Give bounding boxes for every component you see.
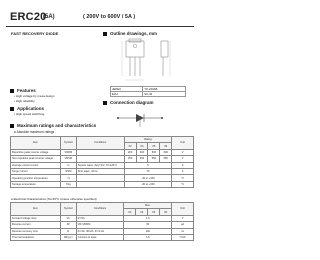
table-cell: TO-220AB [143, 87, 186, 92]
table-cell: Operating junction temperature [11, 175, 61, 181]
column-header: Max. [124, 203, 172, 209]
table-cell: Forward voltage drop [11, 215, 61, 221]
table-cell: 450 [136, 156, 148, 162]
table-cell: IF=1A, IR=2A, Irr=0.2A [76, 228, 124, 234]
table-cell: 1.5 [124, 215, 172, 221]
table-cell: 200 [124, 149, 136, 155]
column-header: Unit [172, 137, 194, 150]
column-header: Item [11, 137, 61, 150]
table-row [11, 181, 194, 187]
table-cell: °C/W [172, 234, 194, 240]
table-cell: Sine wave, 10ms [76, 168, 124, 174]
table-cell: 50 [124, 222, 172, 228]
column-header: Conditions [76, 137, 124, 150]
column-header: Rating [124, 137, 172, 143]
features-list [14, 94, 54, 104]
table-cell: °C [172, 175, 194, 181]
section-marker-icon [10, 107, 14, 111]
package-table [110, 86, 186, 97]
table-cell: °C [172, 181, 194, 187]
table-cell: Non-repetitive peak reverse voltage [11, 156, 61, 162]
column-header: 06 [160, 209, 172, 215]
table-cell: VRSM [60, 156, 76, 162]
table-cell: Storage temperature [11, 181, 61, 187]
electrical-subtitle: ● Electrical characteristics (Ta=25°C Unless otherwise specified) [11, 197, 97, 201]
table-cell: 500 [148, 149, 160, 155]
table-cell: 4.5 [124, 234, 172, 240]
column-header: 02 [124, 209, 136, 215]
applications-title: Applications [17, 106, 45, 111]
table-cell: Surge current [11, 168, 61, 174]
header-divider [6, 26, 194, 27]
table-cell: Reverse recovery time [11, 228, 61, 234]
table-cell: Thermal resistance [11, 234, 61, 240]
table-cell: A [172, 168, 194, 174]
table-cell: EIAJ [111, 92, 143, 97]
table-cell: V [172, 215, 194, 221]
table-cell: Tstg [60, 181, 76, 187]
table-cell: VF [60, 215, 76, 221]
table-cell [76, 181, 124, 187]
outline-title: Outline drawings, mm [110, 31, 158, 36]
table-cell: Rth(j-c) [60, 234, 76, 240]
part-range: ( 200V to 600V / 5A ) [83, 14, 136, 20]
series-title: FAST RECOVERY DIODE [11, 31, 59, 36]
table-cell: 550 [148, 156, 160, 162]
outline-heading [103, 31, 157, 36]
connection-diagram [110, 107, 180, 129]
applications-list [14, 112, 44, 117]
table-cell: Repetitive peak reverse voltage [11, 149, 61, 155]
part-current: (5A) [43, 14, 55, 20]
table-cell: 650 [160, 156, 172, 162]
column-header: Symbol [60, 203, 76, 216]
ratings-table [10, 136, 194, 188]
table-cell: VR=VRRM [76, 222, 124, 228]
table-row [11, 234, 194, 240]
table-cell: 70 [124, 168, 172, 174]
features-title: Features [17, 88, 36, 93]
column-header: 05 [148, 143, 160, 149]
table-cell: -40 to +150 [124, 181, 172, 187]
ratings-title: Maximum ratings and characteristics [17, 123, 97, 128]
table-cell: μA [172, 222, 194, 228]
table-cell: A [172, 162, 194, 168]
table-cell: IF=5A [76, 215, 124, 221]
list-item: • High reliability [14, 99, 35, 103]
table-cell: Reverse current [11, 222, 61, 228]
table-cell: IR [60, 222, 76, 228]
table-cell: trr [60, 228, 76, 234]
features-heading [10, 88, 36, 93]
part-number: ERC20 [10, 11, 47, 23]
connection-title: Connection diagram [110, 100, 154, 105]
column-header: 02 [124, 143, 136, 149]
table-cell: Square wave, duty=1/2, Tc=120°C [76, 162, 124, 168]
table-cell: ns [172, 228, 194, 234]
table-cell: 600 [160, 149, 172, 155]
section-marker-icon [10, 89, 14, 93]
electrical-table [10, 202, 194, 241]
table-cell: 250 [124, 156, 136, 162]
table-cell: VRRM [60, 149, 76, 155]
column-header: Item [11, 203, 61, 216]
table-cell: Tj [60, 175, 76, 181]
table-cell: 400 [136, 149, 148, 155]
applications-heading [10, 106, 44, 111]
table-cell: IFSM [60, 168, 76, 174]
connection-heading [103, 100, 154, 105]
list-item: • High speed switching [14, 112, 45, 116]
section-marker-icon [10, 124, 14, 128]
table-cell: V [172, 149, 194, 155]
ratings-heading [10, 123, 96, 128]
table-cell: SC-46 [143, 92, 186, 97]
column-header: 04 [136, 143, 148, 149]
table-cell: Junction to case [76, 234, 124, 240]
column-header: 05 [148, 209, 160, 215]
table-cell: V [172, 156, 194, 162]
outline-drawing [106, 38, 188, 84]
ratings-subtitle: ● Absolute maximum ratings [14, 130, 55, 134]
list-item: • High voltage by mesa design [14, 94, 55, 98]
column-header: Symbol [60, 137, 76, 150]
column-header: Conditions [76, 203, 124, 216]
table-row [111, 92, 186, 97]
column-header: Unit [172, 203, 194, 216]
section-marker-icon [103, 32, 107, 36]
section-marker-icon [103, 101, 107, 105]
table-cell: JEDEC [111, 87, 143, 92]
table-cell: Io [60, 162, 76, 168]
table-cell: Average output current [11, 162, 61, 168]
column-header: 04 [136, 209, 148, 215]
table-cell: -40 to +150 [124, 175, 172, 181]
table-cell: 100 [124, 228, 172, 234]
column-header: 06 [160, 143, 172, 149]
table-cell: 5 [124, 162, 172, 168]
